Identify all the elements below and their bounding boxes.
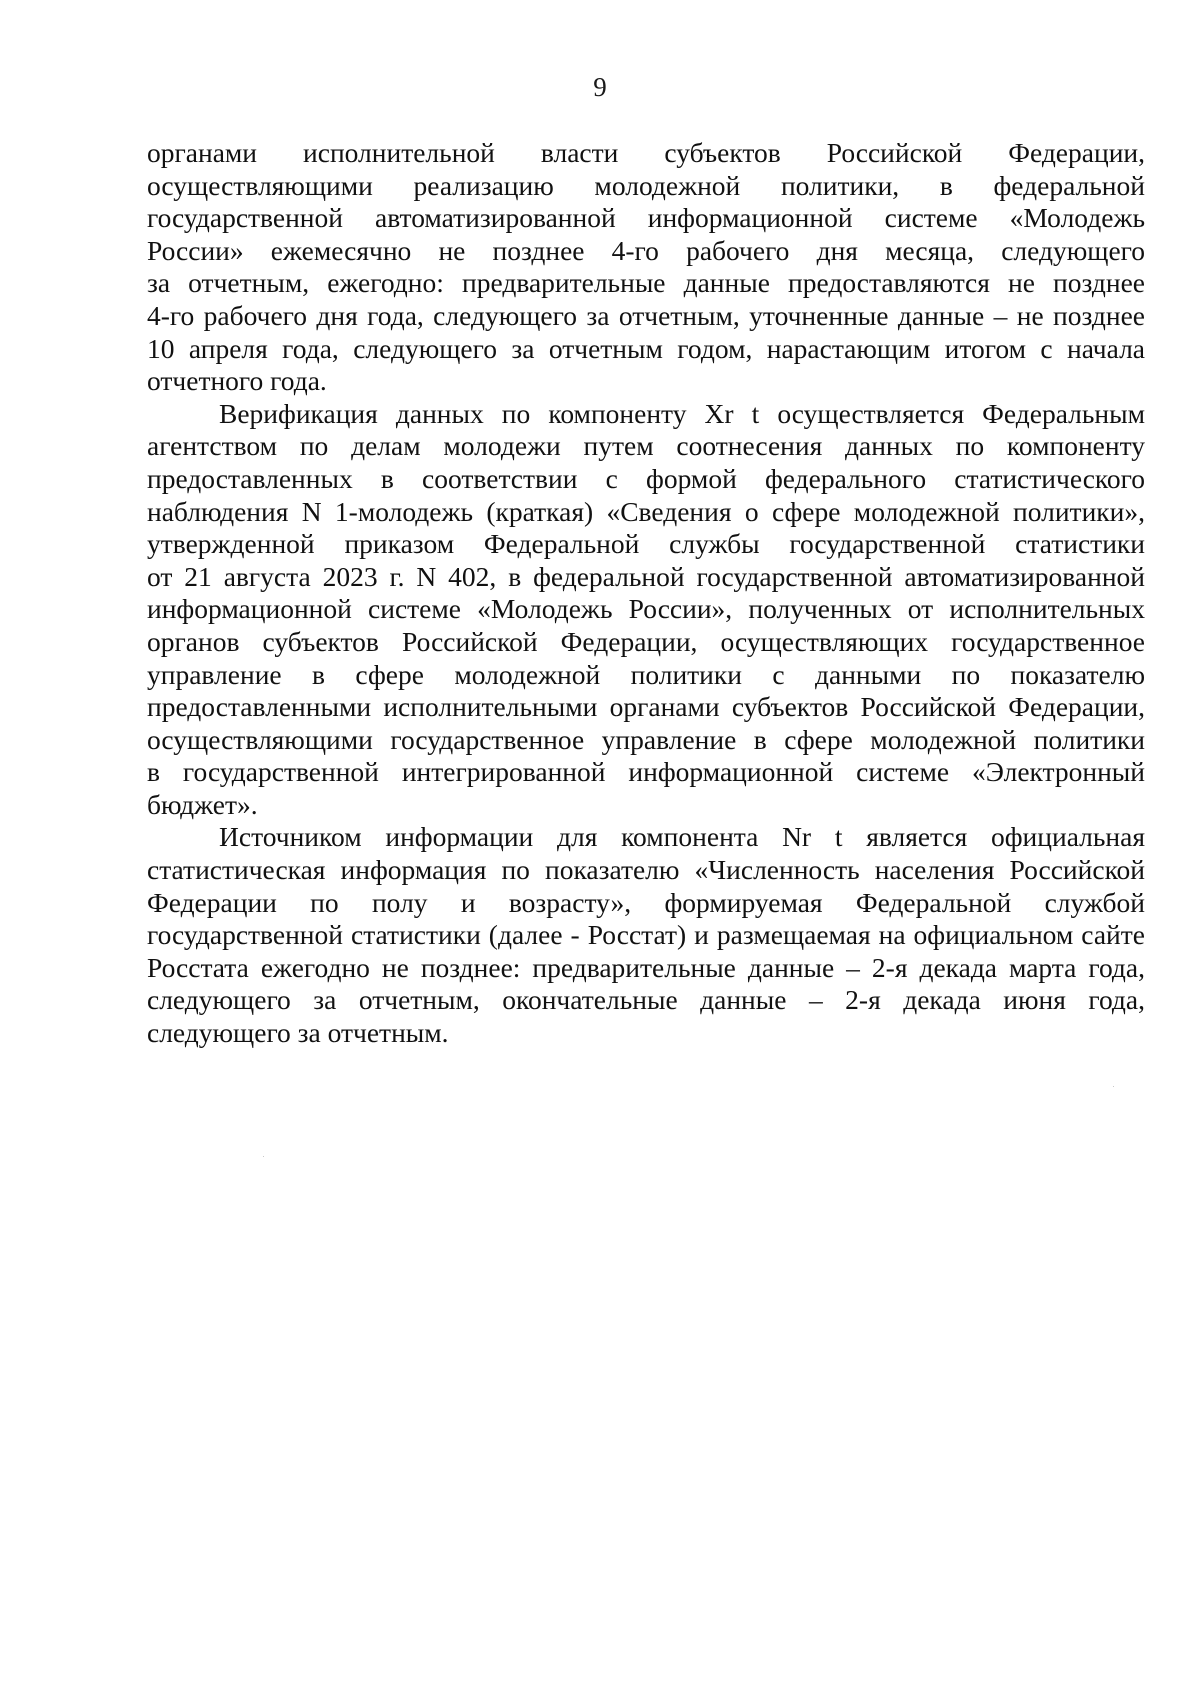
text-line: органами исполнительной власти субъектов Российской Федерации, [147,137,1145,168]
text-line: следующего за отчетным, окончательные данные – 2-я декада июня года, [147,984,1145,1016]
text-line: за отчетным, ежегодно: предварительные данные предоставляются не позднее [147,267,1145,299]
text-line: в государственной интегрированной информационной системе «Электронный [147,756,1145,788]
text-line: бюджет». [147,788,258,820]
text-line: Росстата ежегодно не позднее: предварительные данные – 2-я декада марта года, [147,951,1145,983]
text-line: осуществляющими государственное управление в сфере молодежной политики [147,723,1145,755]
text-line: Верификация данных по компоненту Xr t осуществляется Федеральным [219,397,1145,429]
text-line: статистическая информация по показателю «Численность населения Российской [147,854,1145,886]
text-line: 4-го рабочего дня года, следующего за отчетным, уточненные данные – не позднее [147,299,1145,331]
text-line: информационной системе «Молодежь России», полученных от исполнительных [147,593,1145,625]
text-line: наблюдения N 1-молодежь (краткая) «Сведения о сфере молодежной политики», [147,495,1145,527]
text-line: осуществляющими реализацию молодежной политики, в федеральной [147,169,1145,201]
text-line: от 21 августа 2023 г. N 402, в федеральной государственной автоматизированной [147,560,1145,592]
text-line: государственной статистики (далее - Росстат) и размещаемая на официальном сайте [147,919,1145,951]
scan-speck [263,1156,264,1157]
text-line: утвержденной приказом Федеральной службы государственной статистики [147,528,1145,560]
text-line: государственной автоматизированной информационной системе «Молодежь [147,202,1145,234]
text-line: органов субъектов Российской Федерации, осуществляющих государственное [147,625,1145,657]
text-line: Источником информации для компонента Nr t является официальная [219,821,1145,853]
text-line: следующего за отчетным. [147,1017,449,1049]
document-body [147,137,1145,1050]
text-line: отчетного года. [147,365,327,397]
paragraph-3 [147,821,1145,1049]
text-line: России» ежемесячно не позднее 4-го рабочего дня месяца, следующего [147,234,1145,266]
text-line: Федерации по полу и возрасту», формируемая Федеральной службой [147,886,1145,918]
text-line: предоставленными исполнительными органами субъектов Российской Федерации, [147,691,1145,723]
text-line: агентством по делам молодежи путем соотнесения данных по компоненту [147,430,1145,462]
page-number: 9 [593,72,607,102]
text-line: управление в сфере молодежной политики с данными по показателю [147,658,1145,690]
paragraph-2 [147,398,1145,822]
scan-speck [1113,1086,1114,1087]
text-line: предоставленных в соответствии с формой федерального статистического [147,462,1145,494]
text-line: 10 апреля года, следующего за отчетным годом, нарастающим итогом с начала [147,332,1145,364]
paragraph-1 [147,137,1145,398]
